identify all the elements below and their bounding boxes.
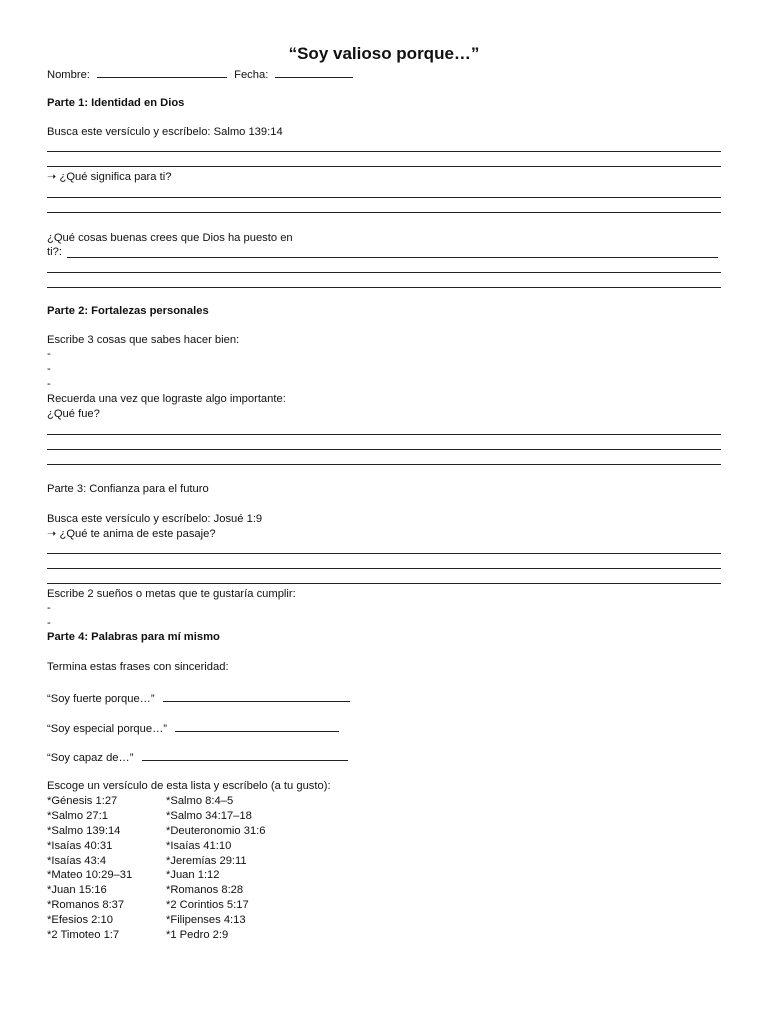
fecha-label: Fecha: bbox=[234, 69, 269, 81]
answer-line[interactable] bbox=[47, 287, 721, 288]
parte2-bullet: - bbox=[47, 378, 51, 390]
answer-line[interactable] bbox=[47, 583, 721, 584]
answer-line[interactable] bbox=[67, 257, 718, 258]
parte2-bullet: - bbox=[47, 363, 51, 375]
parte2-bullet: - bbox=[47, 348, 51, 360]
parte3-prompt-suenos: Escribe 2 sueños o metas que te gustaría cumplir: bbox=[47, 588, 296, 600]
versiculo-item: *Jeremías 29:11 bbox=[166, 855, 247, 867]
frase-fuerte-blank[interactable] bbox=[163, 691, 350, 702]
parte1-prompt-salmo: Busca este versículo y escríbelo: Salmo 139:14 bbox=[47, 126, 283, 138]
answer-line[interactable] bbox=[47, 553, 721, 554]
answer-line[interactable] bbox=[47, 151, 721, 152]
answer-line[interactable] bbox=[47, 272, 721, 273]
versiculo-item: *2 Timoteo 1:7 bbox=[47, 929, 120, 941]
parte3-prompt-anima: ➝ ¿Qué te anima de este pasaje? bbox=[47, 528, 216, 540]
header-line bbox=[47, 67, 353, 82]
page-title: “Soy valioso porque…” bbox=[288, 44, 480, 63]
answer-line[interactable] bbox=[47, 449, 721, 450]
parte2-prompt-recuerda: Recuerda una vez que lograste algo importante: bbox=[47, 393, 286, 405]
versiculo-item: *2 Corintios 5:17 bbox=[166, 899, 249, 911]
versiculo-item: *Isaías 40:31 bbox=[47, 840, 113, 852]
versiculo-item: *Juan 15:16 bbox=[47, 884, 107, 896]
versiculo-item: *Mateo 10:29–31 bbox=[47, 869, 133, 881]
frase-capaz-blank[interactable] bbox=[142, 750, 348, 761]
parte2-prompt-cosas: Escribe 3 cosas que sabes hacer bien: bbox=[47, 334, 240, 346]
parte1-prompt-ti: ti?: bbox=[47, 246, 62, 258]
versiculo-item: *1 Pedro 2:9 bbox=[166, 929, 229, 941]
parte3-bullet: - bbox=[47, 617, 51, 629]
versiculo-item: *Salmo 8:4–5 bbox=[166, 795, 234, 807]
parte4-heading: Parte 4: Palabras para mí mismo bbox=[47, 631, 220, 643]
fecha-blank[interactable] bbox=[275, 67, 353, 78]
versiculo-item: *Salmo 139:14 bbox=[47, 825, 121, 837]
frase-especial bbox=[47, 721, 339, 736]
parte4-prompt-termina: Termina estas frases con sinceridad: bbox=[47, 661, 229, 673]
answer-line[interactable] bbox=[47, 212, 721, 213]
frase-especial-blank[interactable] bbox=[175, 721, 339, 732]
parte1-prompt-cosas: ¿Qué cosas buenas crees que Dios ha puesto en bbox=[47, 232, 293, 244]
parte1-prompt-significa: ➝ ¿Qué significa para ti? bbox=[47, 171, 172, 183]
parte1-heading: Parte 1: Identidad en Dios bbox=[47, 97, 185, 109]
versiculo-item: *Juan 1:12 bbox=[166, 869, 220, 881]
parte3-heading: Parte 3: Confianza para el futuro bbox=[47, 483, 209, 495]
parte4-prompt-escoge: Escoge un versículo de esta lista y escríbelo (a tu gusto): bbox=[47, 780, 331, 792]
frase-especial-label: “Soy especial porque…” bbox=[47, 723, 168, 735]
nombre-label: Nombre: bbox=[47, 69, 90, 81]
answer-line[interactable] bbox=[47, 464, 721, 465]
frase-fuerte bbox=[47, 691, 350, 706]
versiculo-item: *Salmo 34:17–18 bbox=[166, 810, 252, 822]
answer-line[interactable] bbox=[47, 568, 721, 569]
versiculo-item: *Efesios 2:10 bbox=[47, 914, 113, 926]
versiculo-item: *Génesis 1:27 bbox=[47, 795, 118, 807]
frase-fuerte-label: “Soy fuerte porque…” bbox=[47, 693, 155, 705]
versiculo-item: *Deuteronomio 31:6 bbox=[166, 825, 266, 837]
parte2-prompt-que-fue: ¿Qué fue? bbox=[47, 408, 100, 420]
versiculo-item: *Isaías 41:10 bbox=[166, 840, 232, 852]
versiculo-item: *Romanos 8:28 bbox=[166, 884, 244, 896]
parte3-prompt-josue: Busca este versículo y escríbelo: Josué 1:9 bbox=[47, 513, 263, 525]
versiculo-item: *Romanos 8:37 bbox=[47, 899, 125, 911]
versiculo-item: *Filipenses 4:13 bbox=[166, 914, 246, 926]
frase-capaz bbox=[47, 750, 348, 765]
nombre-blank[interactable] bbox=[97, 67, 227, 78]
versiculo-item: *Salmo 27:1 bbox=[47, 810, 108, 822]
frase-capaz-label: “Soy capaz de…” bbox=[47, 752, 134, 764]
versiculo-item: *Isaías 43:4 bbox=[47, 855, 107, 867]
answer-line[interactable] bbox=[47, 166, 721, 167]
parte2-heading: Parte 2: Fortalezas personales bbox=[47, 305, 209, 317]
answer-line[interactable] bbox=[47, 434, 721, 435]
answer-line[interactable] bbox=[47, 197, 721, 198]
parte3-bullet: - bbox=[47, 602, 51, 614]
